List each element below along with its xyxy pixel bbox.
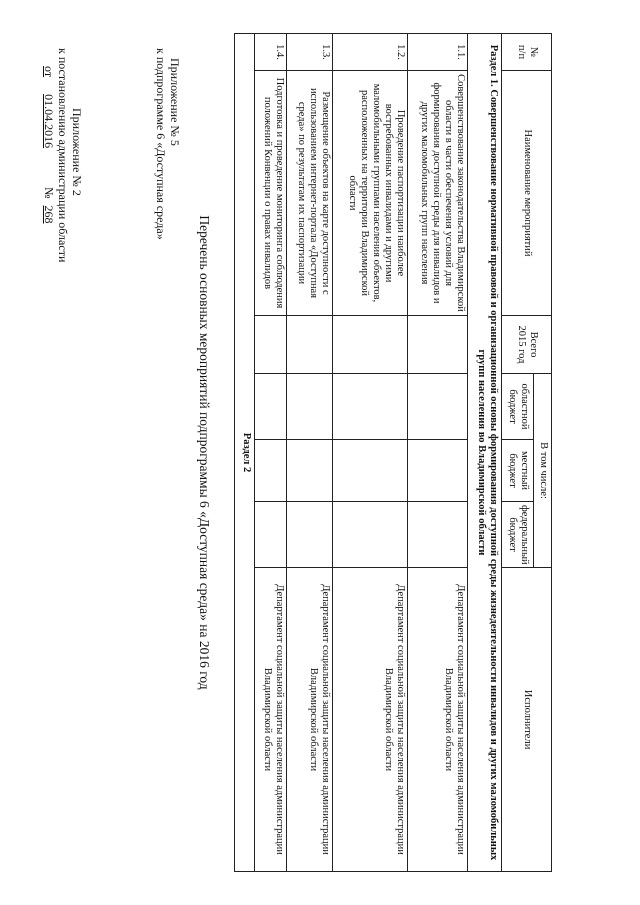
appendix-2-resolution: к постановлению администрации области [56, 48, 70, 263]
row-executor: Департамент социальной защиты населения администрации Владимирской области [333, 568, 408, 872]
row-federal [333, 502, 408, 568]
appendix-2-from: от [42, 66, 56, 78]
header-regional-budget: областной бюджет [502, 374, 534, 440]
appendix-2-header [42, 48, 84, 262]
header-name: Наименование мероприятий [502, 71, 552, 316]
table-header-row [534, 34, 552, 872]
appendix-2-no-label: № [42, 187, 56, 199]
row-local [255, 440, 287, 502]
row-measure-name: Размещение объектов на карте доступности с использованием интернет-портала «Доступная среда» по результатам их паспортизации [287, 71, 333, 316]
row-executor: Департамент социальной защиты населения администрации Владимирской области [287, 568, 333, 872]
appendix-5-subprogram: к подпрограмме 6 «Доступная среда» [154, 48, 168, 240]
table-row [287, 34, 333, 872]
row-number: 1.1. [407, 34, 467, 71]
section-1-row [468, 34, 502, 872]
row-total [255, 316, 287, 374]
appendix-2-number: 268 [42, 205, 56, 224]
row-measure-name: Совершенствование законодательства Владимирской области в части обеспечения условий для формирования доступной среды для инвалидов и других маломобильных групп населения [407, 71, 467, 316]
row-regional [287, 374, 333, 440]
row-federal [255, 502, 287, 568]
row-measure-name: Подготовка и проведение мониторинга соблюдения положений Конвенции о правах инвалидов [255, 71, 287, 316]
header-federal-budget: федеральный бюджет [502, 502, 534, 568]
document-title: Перечень основных мероприятий подпрограммы 6 «Доступная среда» на 2016 год [197, 215, 212, 690]
row-total [333, 316, 408, 374]
measures-table [234, 33, 552, 872]
header-number: № п/п [502, 34, 552, 71]
appendix-5-header [154, 48, 182, 240]
header-including: В том числе: [534, 374, 552, 568]
appendix-2-title: Приложение № 2 [70, 108, 84, 196]
row-total [287, 316, 333, 374]
table-row [407, 34, 467, 872]
appendix-2-date: 01.04.2016 [42, 94, 56, 149]
appendix-5-title: Приложение № 5 [168, 58, 182, 146]
section-2-row [235, 34, 255, 872]
row-number: 1.4. [255, 34, 287, 71]
row-local [333, 440, 408, 502]
row-measure-name: Проведение паспортизации наиболее востребованных инвалидами и другими маломобильными группами населения объектов, расположенных на территории Владимирской области [333, 71, 408, 316]
section-1-title: Раздел 1. Совершенствование нормативной правовой и организационной основы формирования доступной среды жизнедеятельности инвалидов и других маломобильных групп населения во Владимирской области [468, 34, 502, 872]
row-executor: Департамент социальной защиты населения администрации Владимирской области [407, 568, 467, 872]
row-executor: Департамент социальной защиты населения администрации Владимирской области [255, 568, 287, 872]
header-local-budget: местный бюджет [502, 440, 534, 502]
row-number: 1.2. [333, 34, 408, 71]
row-regional [333, 374, 408, 440]
row-federal [287, 502, 333, 568]
section-2-title: Раздел 2 [235, 34, 255, 872]
row-local [407, 440, 467, 502]
row-federal [407, 502, 467, 568]
table-row [333, 34, 408, 872]
row-number: 1.3. [287, 34, 333, 71]
row-regional [407, 374, 467, 440]
header-executors: Исполнители [502, 568, 552, 872]
row-local [287, 440, 333, 502]
row-total [407, 316, 467, 374]
header-total: Всего 2015 год [502, 316, 552, 374]
appendix-2-date-line [42, 48, 56, 262]
table-row [255, 34, 287, 872]
row-regional [255, 374, 287, 440]
